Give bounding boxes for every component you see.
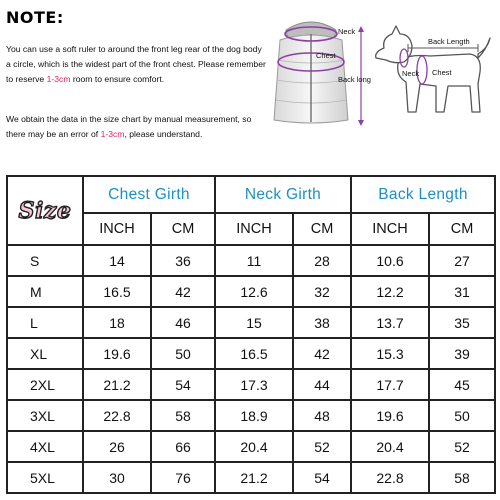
measurement-cell: 39 [429,338,495,369]
measurement-cell: 58 [429,462,495,493]
measurement-cell: 32 [293,276,351,307]
error-margin-highlight: 1-3cm [100,129,125,139]
neck-inch-header: INCH [215,213,293,245]
size-label-cell: M [7,276,83,307]
size-label-cell: 2XL [7,369,83,400]
measurement-cell: 12.2 [351,276,429,307]
size-label-cell: 5XL [7,462,83,493]
dog-neck-label: Neck [402,69,420,78]
group-header-row [7,176,495,213]
table-row [7,338,495,369]
measurement-cell: 50 [151,338,215,369]
measurement-cell: 11 [215,245,293,276]
back-inch-header: INCH [351,213,429,245]
vest-illustration [256,10,374,128]
back-long-arrow-up [358,26,364,32]
measurement-cell: 52 [429,431,495,462]
size-logo-cell [7,176,83,245]
measurement-cell: 54 [293,462,351,493]
table-row [7,245,495,276]
size-logo: Size [18,197,72,224]
table-row [7,276,495,307]
error-disclaimer-end: , please understand. [124,129,203,139]
measurement-cell: 36 [151,245,215,276]
measurement-cell: 21.2 [215,462,293,493]
measurement-cell: 35 [429,307,495,338]
size-label-cell: S [7,245,83,276]
measurement-cell: 42 [151,276,215,307]
measurement-cell: 16.5 [215,338,293,369]
measurement-cell: 44 [293,369,351,400]
measurement-cell: 16.5 [83,276,151,307]
back-length-header: Back Length [351,176,495,213]
chest-girth-header: Chest Girth [83,176,215,213]
size-label-cell: L [7,307,83,338]
table-row [7,307,495,338]
table-row [7,462,495,493]
measurement-cell: 52 [293,431,351,462]
measurement-cell: 17.7 [351,369,429,400]
measurement-cell: 28 [293,245,351,276]
measurement-cell: 15 [215,307,293,338]
measurement-cell: 15.3 [351,338,429,369]
dog-illustration [370,20,498,120]
measure-margin-highlight: 1-3cm [46,74,71,84]
measurement-cell: 22.8 [351,462,429,493]
measure-instruction-end: room to ensure comfort. [70,74,165,84]
measurement-cell: 20.4 [351,431,429,462]
measurement-cell: 22.8 [83,400,151,431]
measurement-cell: 20.4 [215,431,293,462]
vest-back-long-label: Back long [338,75,371,84]
size-label-cell: 3XL [7,400,83,431]
measurement-cell: 10.6 [351,245,429,276]
measurement-cell: 19.6 [83,338,151,369]
vest-neck-label: Neck [338,27,356,36]
measurement-cell: 46 [151,307,215,338]
measurement-cell: 26 [83,431,151,462]
table-row [7,431,495,462]
vest-chest-label: Chest [316,51,336,60]
size-chart-table [6,175,496,494]
measurement-cell: 66 [151,431,215,462]
measurement-cell: 21.2 [83,369,151,400]
measurement-cell: 18.9 [215,400,293,431]
measurement-cell: 18 [83,307,151,338]
error-disclaimer-text: We obtain the data in the size chart by manual measurement, so there may be an error of [6,114,252,139]
error-disclaimer [6,112,268,142]
measurement-cell: 27 [429,245,495,276]
measurement-cell: 42 [293,338,351,369]
measurement-cell: 14 [83,245,151,276]
measurement-cell: 30 [83,462,151,493]
dog-back-length-label: Back Length [428,37,470,46]
table-row [7,369,495,400]
measurement-cell: 48 [293,400,351,431]
measurement-cell: 31 [429,276,495,307]
measurement-cell: 19.6 [351,400,429,431]
measurement-cell: 13.7 [351,307,429,338]
measurement-cell: 54 [151,369,215,400]
dog-chest-label: Chest [432,68,452,77]
chest-cm-header: CM [151,213,215,245]
measurement-cell: 17.3 [215,369,293,400]
size-rows [7,245,495,493]
back-cm-header: CM [429,213,495,245]
measurement-cell: 58 [151,400,215,431]
measurement-cell: 45 [429,369,495,400]
measure-instruction-text: You can use a soft ruler to around the front leg rear of the dog body a circle, which is the widest part of the front chest. Please remember to reserve [6,44,266,84]
neck-cm-header: CM [293,213,351,245]
chest-inch-header: INCH [83,213,151,245]
measurement-cell: 76 [151,462,215,493]
measurement-cell: 12.6 [215,276,293,307]
measure-instruction [6,42,268,87]
size-label-cell: 4XL [7,431,83,462]
size-label-cell: XL [7,338,83,369]
measurement-cell: 38 [293,307,351,338]
measurement-cell: 50 [429,400,495,431]
neck-girth-header: Neck Girth [215,176,351,213]
table-row [7,400,495,431]
note-title: NOTE: [6,8,64,27]
back-long-arrow-down [358,120,364,126]
